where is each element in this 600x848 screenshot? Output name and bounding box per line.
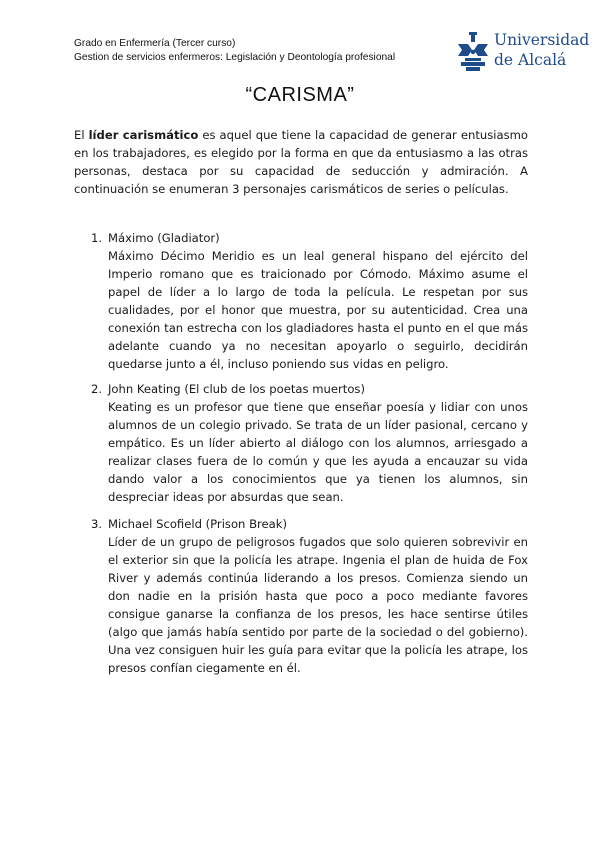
list-item-number: 1. [91,231,103,245]
list-item [91,229,528,373]
university-name-line2: de Alcalá [494,51,567,69]
university-crest-icon [456,32,490,72]
university-name [494,30,589,70]
list-item-text: Máximo Décimo Meridio es un leal general hispano del ejército del Imperio romano que es traicionado por Cómodo. Máximo asume el papel de líder a lo largo de toda la película. Le respetan por sus cualidades, por el honor que muestra, por su autenticidad. Crea una conexión tan estrecha con los gladiadores hasta el punto en el que más adelante cuando ya no necesitan apoyarlo o seguirlo, decidirán quedarse junto a él, incluso poniendo sus vidas en peligro. [108,249,528,371]
intro-prefix: El [74,128,89,142]
intro-text: es aquel que tiene la capacidad de generar entusiasmo en los trabajadores, es elegido por la forma en que da entusiasmo a las otras personas, destaca por su capacidad de seducción y admiración. A continuación se enumeran 3 personajes carismáticos de series o películas. [74,128,529,196]
list-item-text: Keating es un profesor que tiene que enseñar poesía y lidiar con unos alumnos de un colegio privado. Se trata de un líder pasional, cercano y empático. Es un líder abierto al diálogo con los alumnos, arriesgado a realizar clases fuera de lo común y que les ayuda a encauzar su vida dando valor a los conocimientos que ya tienen los alumnos, sin despreciar ideas por absurdas que sean. [108,400,528,504]
list-item [91,380,528,506]
header-course: Grado en Enfermería (Tercer curso) [74,38,236,49]
list-item-number: 3. [91,517,103,531]
list-item-title: Máximo (Gladiator) [108,231,220,245]
university-logo [456,30,590,74]
header-subject: Gestion de servicios enfermeros: Legislación y Deontología profesional [74,52,396,63]
list-item-text: Líder de un grupo de peligrosos fugados que solo quieren sobrevivir en el exterior sin que la policía les atrape. Ingenia el plan de huida de Fox River y además continúa liderando a los presos. Comienza siendo un don nadie en la prisión hasta que poco a poco mediante favores consigue ganarse la confianza de los presos, les hace sentirse útiles (algo que jamás había sentido por parte de la sociedad o del gobierno). Una vez consiguen huir les guía para evitar que la policía les atrape, los presos confían ciegamente en él. [108,535,528,675]
list-item [91,515,528,677]
list-item-number: 2. [91,382,103,396]
page-title: “CARISMA” [245,84,355,106]
intro-paragraph [74,126,528,198]
list-item-title: John Keating (El club de los poetas muertos) [108,382,365,396]
university-name-line1: Universidad [494,31,590,49]
list-item-title: Michael Scofield (Prison Break) [108,517,288,531]
intro-bold-term: líder carismático [88,128,199,142]
document-header [74,37,395,65]
